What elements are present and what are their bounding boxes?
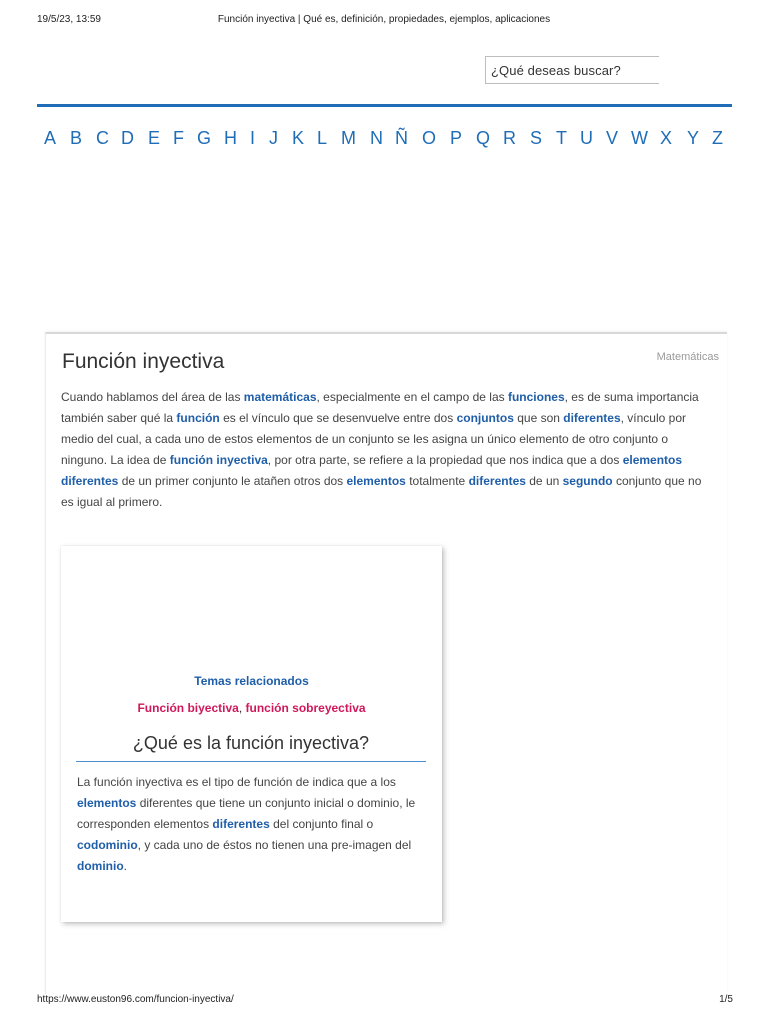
alphabet-letter-i[interactable]: I	[250, 128, 256, 148]
article-intro	[61, 387, 709, 513]
alphabet-letter-o[interactable]: O	[422, 128, 437, 148]
body-text: , y cada uno de éstos no tienen una pre-imagen del	[137, 838, 412, 852]
print-footer	[0, 994, 768, 1010]
alphabet-letter-v[interactable]: V	[606, 128, 619, 148]
alphabet-letter-s[interactable]: S	[530, 128, 543, 148]
related-topics-links	[61, 701, 442, 715]
intro-text: Cuando hablamos del área de las	[61, 390, 244, 404]
alphabet-letter-q[interactable]: Q	[476, 128, 491, 148]
keyword-link[interactable]: matemáticas	[243, 390, 317, 404]
intro-text: , vínculo por medio del cual, a cada uno de estos elementos de un conjunto se les asigna un único elemento de otro conjunto o ninguno. La idea de	[61, 411, 686, 467]
keyword-link[interactable]: funciones	[507, 390, 565, 404]
alphabet-letter-k[interactable]: K	[292, 128, 305, 148]
intro-text: que son	[513, 411, 564, 425]
alphabet-letter-j[interactable]: J	[269, 128, 278, 148]
keyword-link[interactable]: diferentes	[468, 474, 526, 488]
alphabet-letter-b[interactable]: B	[70, 128, 83, 148]
alphabet-letter-c[interactable]: C	[96, 128, 109, 148]
keyword-link[interactable]: elementos	[77, 796, 137, 810]
print-header	[0, 14, 768, 30]
keyword-link[interactable]: elementos	[346, 474, 406, 488]
alphabet-letter-u[interactable]: U	[580, 128, 593, 148]
alphabet-letter-h[interactable]: H	[224, 128, 237, 148]
article-title: Función inyectiva	[62, 350, 225, 373]
keyword-link[interactable]: dominio	[77, 859, 124, 873]
related-link-biyectiva[interactable]: Función biyectiva	[137, 701, 239, 715]
print-url: https://www.euston96.com/funcion-inyectiva/	[37, 994, 234, 1005]
section-body	[77, 772, 427, 877]
intro-text: conjunto que no es igual al primero.	[61, 474, 702, 509]
intro-text: totalmente	[405, 474, 469, 488]
alphabet-letter-m[interactable]: M	[341, 128, 356, 148]
alphabet-letter-e[interactable]: E	[148, 128, 161, 148]
alphabet-letter-f[interactable]: F	[173, 128, 184, 148]
print-doc-title: Función inyectiva | Qué es, definición, propiedades, ejemplos, aplicaciones	[217, 14, 551, 25]
intro-text: , es de suma importancia también saber qué la	[61, 390, 699, 425]
keyword-link[interactable]: codominio	[77, 838, 138, 852]
print-datetime: 19/5/23, 13:59	[37, 14, 101, 25]
alphabet-letter-r[interactable]: R	[503, 128, 516, 148]
related-link-sobreyectiva[interactable]: función sobreyectiva	[245, 701, 366, 715]
alphabet-letter-enye[interactable]: Ñ	[395, 128, 408, 148]
keyword-link[interactable]: diferentes	[212, 817, 270, 831]
keyword-link[interactable]: diferentes	[563, 411, 621, 425]
alphabet-letter-g[interactable]: G	[197, 128, 212, 148]
body-text: .	[123, 859, 128, 873]
article-category[interactable]: Matemáticas	[656, 351, 719, 363]
intro-text: , por otra parte, se refiere a la propiedad que nos indica que a dos	[267, 453, 623, 467]
alphabet-letter-t[interactable]: T	[556, 128, 567, 148]
body-text: La función inyectiva es el tipo de función de indica que a los	[77, 775, 396, 789]
body-text: diferentes que tiene un conjunto inicial o dominio, le corresponden elementos	[77, 796, 416, 831]
section-card	[61, 546, 442, 922]
header-divider	[37, 104, 732, 107]
keyword-link[interactable]: conjuntos	[456, 411, 514, 425]
related-topics-label: Temas relacionados	[194, 674, 309, 688]
keyword-link[interactable]: elementos diferentes	[61, 453, 683, 488]
alphabet-letter-w[interactable]: W	[631, 128, 648, 148]
keyword-link[interactable]: segundo	[562, 474, 613, 488]
section-heading: ¿Qué es la función inyectiva?	[76, 733, 426, 762]
body-text: del conjunto final o	[269, 817, 374, 831]
intro-text: es el vínculo que se desenvuelve entre dos	[219, 411, 457, 425]
alphabet-letter-d[interactable]: D	[121, 128, 134, 148]
alphabet-letter-l[interactable]: L	[317, 128, 328, 148]
alphabet-letter-n[interactable]: N	[370, 128, 383, 148]
intro-text: de un	[525, 474, 563, 488]
search-input[interactable]	[485, 56, 659, 84]
alphabet-letter-p[interactable]: P	[450, 128, 463, 148]
keyword-link[interactable]: función inyectiva	[169, 453, 268, 467]
print-page-number: 1/5	[719, 994, 733, 1005]
related-separator: ,	[238, 701, 243, 715]
alphabet-letter-x[interactable]: X	[660, 128, 673, 148]
alphabet-letter-y[interactable]: Y	[687, 128, 700, 148]
alphabet-letter-z[interactable]: Z	[712, 128, 723, 148]
intro-text: , especialmente en el campo de las	[316, 390, 508, 404]
alphabet-nav	[37, 128, 737, 152]
keyword-link[interactable]: función	[176, 411, 220, 425]
alphabet-letter-a[interactable]: A	[44, 128, 57, 148]
search-text: ¿Qué deseas buscar?	[491, 63, 621, 78]
intro-text: de un primer conjunto le atañen otros dos	[118, 474, 347, 488]
